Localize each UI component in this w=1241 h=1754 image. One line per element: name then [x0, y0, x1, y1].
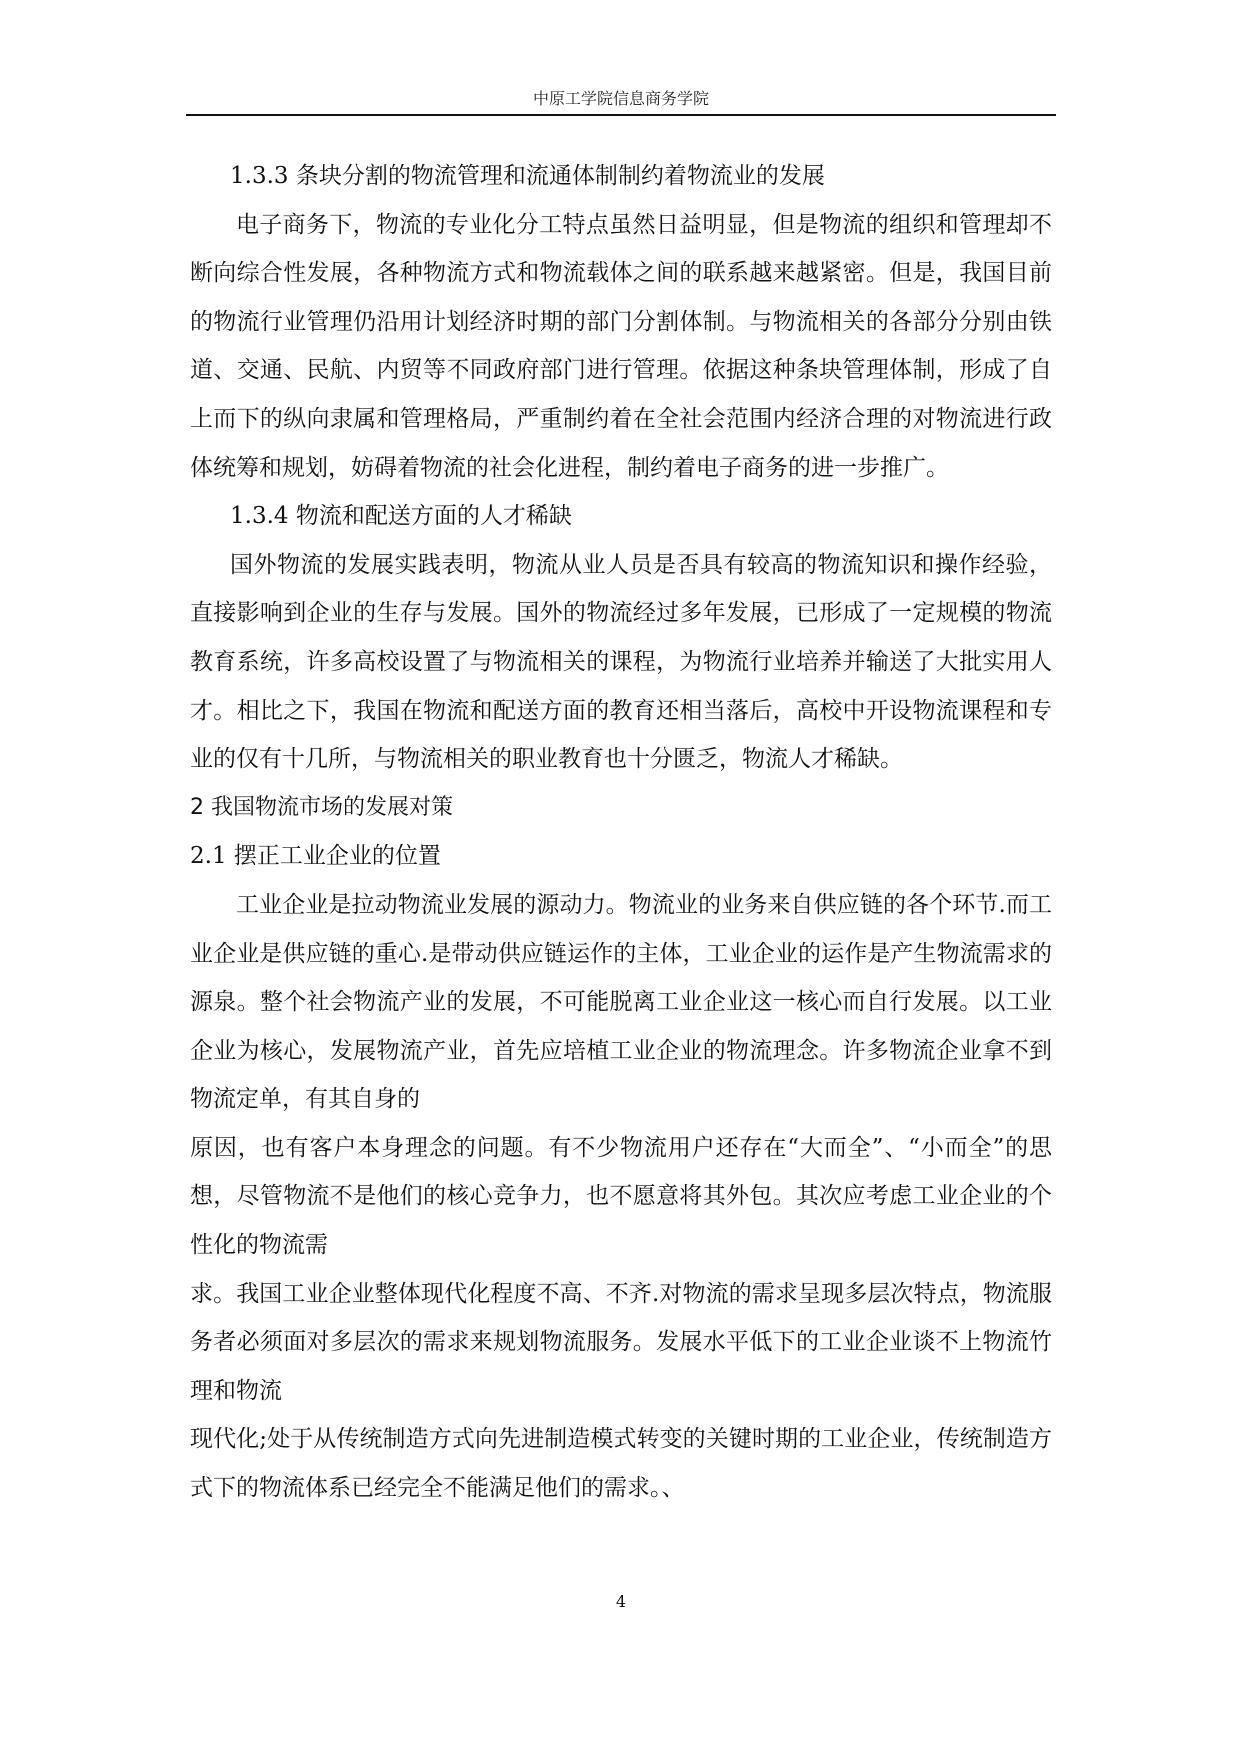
header-divider: [186, 114, 1056, 116]
page-header-title: 中原工学院信息商务学院: [532, 89, 709, 108]
paragraph-2-1-b: 原因，也有客户本身理念的问题。有不少物流用户还存在“大而全”、“小而全”的思想，尽管物流不是他们的核心竞争力，也不愿意将其外包。其次应考虑工业企业的个性化的物流需: [190, 1134, 1052, 1259]
page-number: 4: [615, 1592, 627, 1611]
paragraph-2-1-d: 现代化;处于从传统制造方式向先进制造模式转变的关键时期的工业企业，传统制造方式下的物流体系已经完全不能满足他们的需求。、: [190, 1426, 1052, 1502]
subsection-heading-2-1: 2.1 摆正工业企业的位置: [190, 843, 441, 870]
section-heading-2: 2 我国物流市场的发展对策: [190, 794, 453, 820]
paragraph-2-1-a: 工业企业是拉动物流业发展的源动力。物流业的业务来自供应链的各个环节.而工业企业是供应链的重心.是带动供应链运作的主体，工业企业的运作是产生物流需求的源泉。整个社会物流产业的发展，不可能脱离工业企业这一核心而自行发展。以工业企业为核心，发展物流产业，首先应培植工业企业的物流理念。许多物流企业拿不到物流定单，有其自身的: [190, 891, 1052, 1113]
subsection-heading-1-3-4: 1.3.4 物流和配送方面的人才稀缺: [230, 503, 572, 530]
paragraph-2-1-c: 求。我国工业企业整体现代化程度不高、不齐.对物流的需求呈现多层次特点，物流服务者必须面对多层次的需求来规划物流服务。发展水平低下的工业企业谈不上物流竹理和物流: [190, 1280, 1052, 1404]
paragraph-1-3-3: 电子商务下，物流的专业化分工特点虽然日益明显，但是物流的组织和管理却不断向综合性发展，各种物流方式和物流载体之间的联系越来越紧密。但是，我国目前的物流行业管理仍沿用计划经济时期的部门分割体制。与物流相关的各部分分别由铁道、交通、民航、内贸等不同政府部门进行管理。依据这种条块管理体制，形成了自上而下的纵向隶属和管理格局，严重制约着在全社会范围内经济合理的对物流进行政体统筹和规划，妨碍着物流的社会化进程，制约着电子商务的进一步推广。: [190, 211, 1052, 481]
subsection-heading-1-3-3: 1.3.3 条块分割的物流管理和流通体制制约着物流业的发展: [230, 163, 825, 189]
paragraph-1-3-4: 国外物流的发展实践表明，物流从业人员是否具有较高的物流知识和操作经验，直接影响到企业的生存与发展。国外的物流经过多年发展，已形成了一定规模的物流教育系统，许多高校设置了与物流相关的课程，为物流行业培养并输送了大批实用人才。相比之下，我国在物流和配送方面的教育还相当落后，高校中开设物流课程和专业的仅有十几所，与物流相关的职业教育也十分匮乏，物流人才稀缺。: [190, 551, 1052, 773]
document-body: [190, 152, 1052, 1513]
